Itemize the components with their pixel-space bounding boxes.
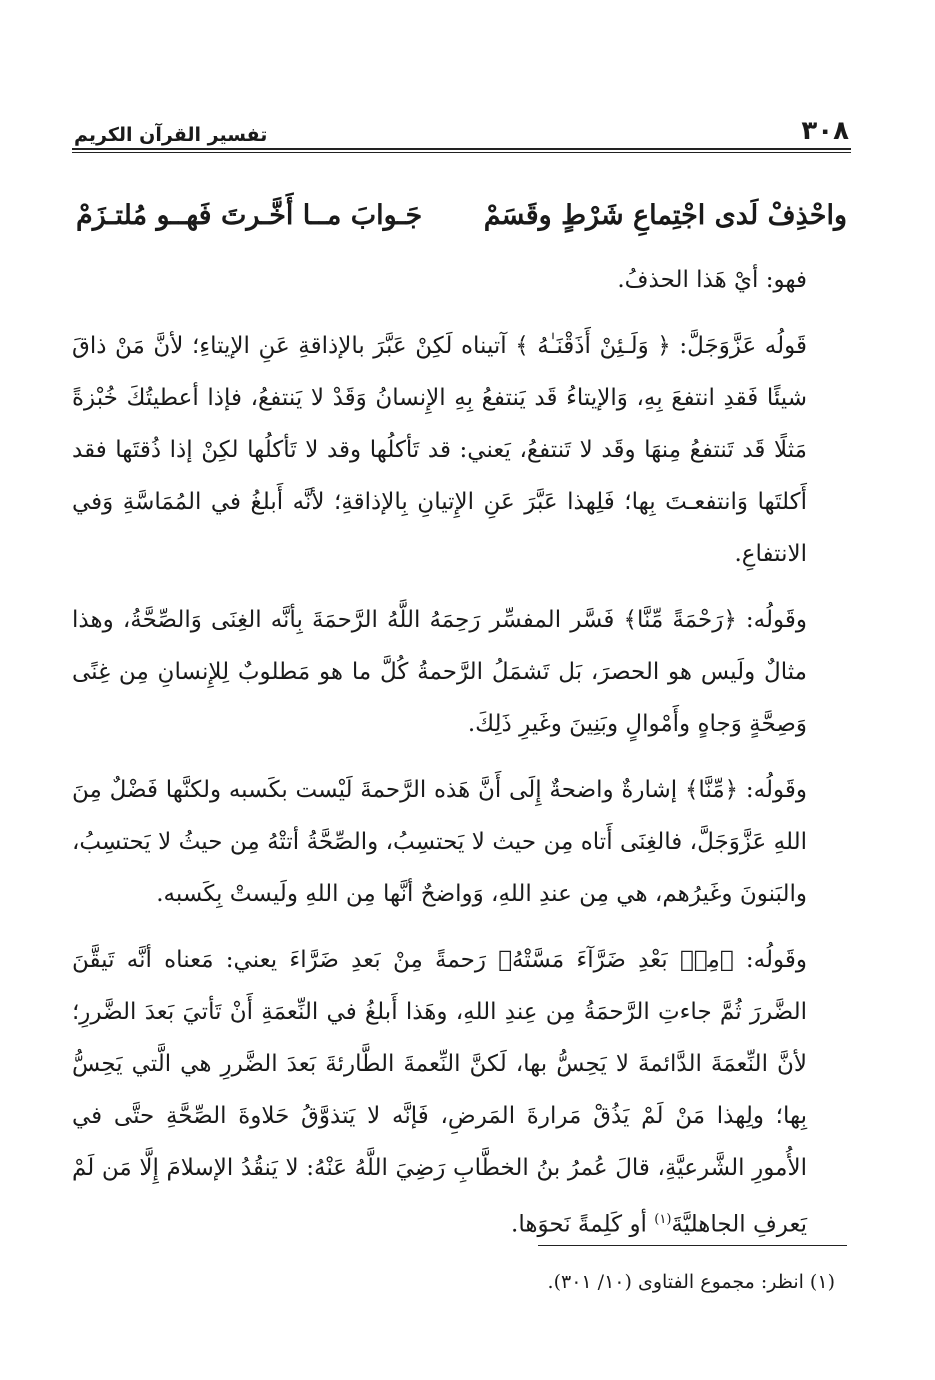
footnote-marker: (١) — [654, 1212, 672, 1227]
paragraph-5-text: وقَولُه: ﴿مِنۢ بَعْدِ ضَرَّآءَ مَسَّتْهُ﴾ رَحمةً مِنْ بَعدِ ضَرَّاءَ يعني: مَعناه أنَّه تَيقَّنَ الضَّررَ ثُمَّ جاءتِ الرَّحمَةُ مِن عِندِ اللهِ، وهَذا أَبلغُ في النِّعمَةِ أَنْ تَأتيَ بَعدَ الضَّررِ؛ لأنَّ النِّعمَةَ الدَّائمةَ لا يَحِسُّ بها، لَكنَّ النِّعمةَ الطَّارئةَ بَعدَ الضَّررِ هي الَّتي يَحِسُّ بِها؛ ولِهذا مَنْ لَمْ يَذُقْ مَرارةَ المَرضِ، فَإنَّه لا يَتذوَّقُ حَلاوةَ الصِّحَّةِ حتَّى في الأُمورِ الشَّرعيَّةِ، قالَ عُمرُ بنُ الخطَّابِ رَضِيَ اللَّهُ عَنْهُ: لا يَنقُدُ الإسلامَ إِلَّا مَن لَمْ يَعرفِ الجاهليَّةَ — [72, 947, 807, 1238]
paragraph-4: وقَولُه: ﴿مِّنَّا﴾ إشارةٌ واضحةٌ إِلَى أَنَّ هَذه الرَّحمةَ لَيْست بكَسبه ولكنَّها فَضْلٌ مِنَ اللهِ عَزَّوَجَلَّ، فالغِنَى أَتاه مِن حيث لا يَحتسِبُ، والصِّحَّةُ أتتْهُ مِن حيثُ لا يَحتسِبُ، والبَنونَ وغَيرُهم، هي مِن عندِ اللهِ، وَواضحٌ أنَّها مِن اللهِ ولَيستْ بِكَسبه. — [72, 777, 807, 907]
footnote-rule — [538, 1245, 847, 1246]
header-rule-thin — [72, 152, 851, 153]
verse-left-hemistich: جَـوابَ مــا أَخَّـرتَ فَهــو مُلتـزَمْ — [76, 199, 423, 231]
paragraph-5 — [72, 934, 849, 1251]
paragraph-1: فهو: أيْ هَذا الحذفُ. — [617, 267, 807, 293]
paragraph-2: قَولُه عَزَّوَجَلَّ: ﴿ وَلَـئِنْ أَذَقْنَـٰهُ ﴾ آتيناه لَكِنْ عَبَّرَ بالإذاقةِ عَنِ الإيتاءِ؛ لأنَّ مَنْ ذاقَ شيئًا فَقدِ انتفعَ بِهِ، وَالإيتاءُ قَد يَنتفعُ بِهِ الإِنسانُ وَقَدْ لا يَنتفعُ، فإذا أعطيتُكَ خُبْزةً مَثلًا قَد تَنتفعُ مِنهَا وقَد لا تَنتفعُ، يَعني: قد تَأكلُها وقد لا تَأكلُها لكِنْ إذا ذُقتَها فقد أَكلتَها وَانتفعـتَ بِها؛ فَلِهذا عَبَّرَ عَنِ الإِتيانِ بِالإذاقةِ؛ لأنَّه أَبلغُ في المُمَاسَّةِ وَفي الانتفاعِ. — [72, 333, 807, 567]
footnote: (١) انظر: مجموع الفتاوى (١٠/ ٣٠١). — [547, 1271, 835, 1293]
paragraph-3: وقَولُه: ﴿رَحْمَةً مِّنَّا﴾ فَسَّر المفسِّر رَحِمَهُ اللَّهُ الرَّحمَةَ بِأنَّه الغِنَى وَالصِّحَّةُ، وهذا مثالٌ ولَيس هو الحصرَ، بَل تَشمَلُ الرَّحمةُ كُلَّ ما هو مَطلوبٌ لِلإِنسانِ مِن غِنًى وَصِحَّةٍ وَجاهٍ وأَمْوالٍ وبَنِينَ وغَيرِ ذَلِكَ. — [72, 607, 807, 737]
paragraph-5-end: أو كَلِمةً نَحوَها. — [511, 1211, 647, 1238]
header-rule — [72, 148, 851, 150]
book-title: تفسير القرآن الكريم — [74, 124, 268, 146]
body-text — [72, 254, 849, 1265]
poetry-verse — [76, 190, 847, 240]
page-number: ٣٠٨ — [801, 116, 849, 146]
verse-right-hemistich: واحْذِفْ لَدى اجْتِماعِ شَرْطٍ وقَسَمْ — [483, 199, 847, 231]
page-header — [74, 112, 849, 146]
